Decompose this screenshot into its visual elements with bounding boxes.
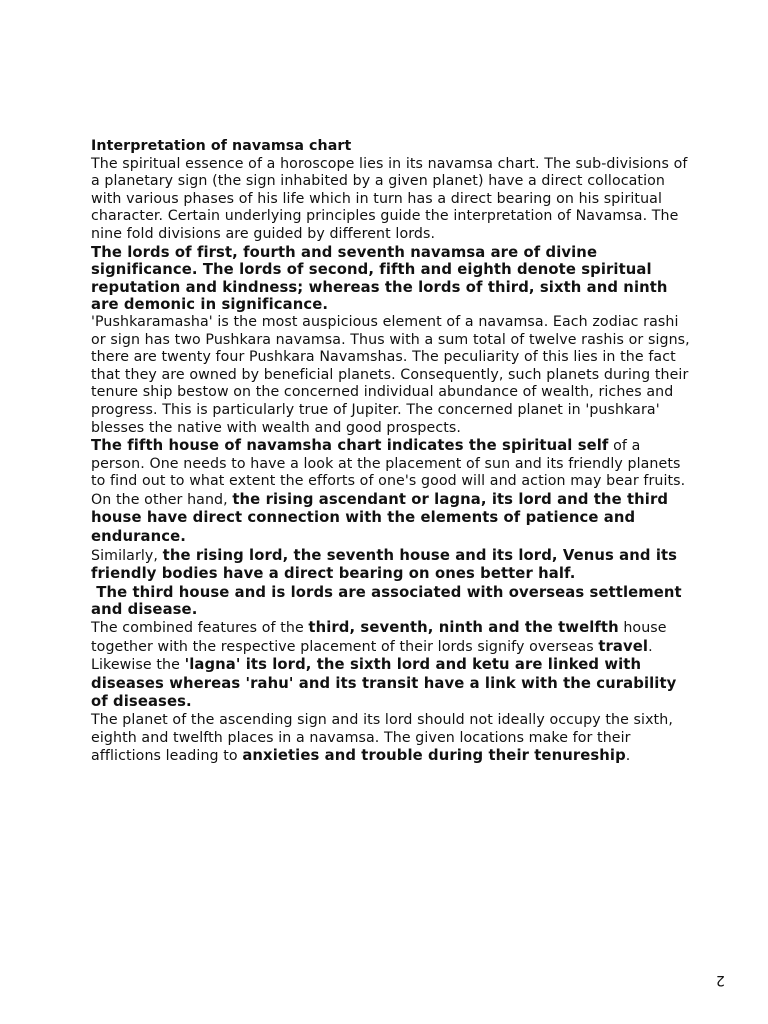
likewise-bold: 'lagna' its lord, the sixth lord and ketu are linked with diseases whereas 'rahu' and its transit have a link with the curability of diseases. [91,656,677,711]
final-bold: anxieties and trouble during their tenureship [242,747,626,765]
final-lead: The planet of the ascending sign and its lord should not ideally occupy the sixth, eighth and twelfth places in a navamsa. The given locations make for their afflictions leading to [91,712,673,765]
intro-paragraph: The spiritual essence of a horoscope lies in its navamsa chart. The sub-divisions of a planetary sign (the sign inhabited by a given planet) have a direct collocation with various phases of his life which in turn has a direct bearing on his spiritual character. Certain underlying principles guide the interpretation of Navamsa. The nine fold divisions are guided by different lords. [91,155,688,242]
similarly-paragraph [91,547,691,584]
rising-paragraph [91,491,691,547]
similarly-bold: the rising lord, the seventh house and its lord, Venus and its friendly bodies have a direct bearing on ones better half. [91,546,678,583]
final-paragraph [91,712,691,766]
combined-lead: The combined features of the [91,620,309,637]
combined-mid: house together with the respective placement of their lords signify overseas [91,620,667,655]
combined-bold: third, seventh, ninth and the twelfth [308,619,619,637]
combined-travel: travel [598,637,649,655]
fifth-house-bold: The fifth house of navamsha chart indicates the spiritual self [91,437,609,455]
page-number: 2 [716,972,725,988]
likewise-lead: Likewise the [91,657,185,674]
likewise-paragraph [91,656,691,712]
similarly-lead: Similarly, [91,547,163,564]
combined-paragraph [91,619,691,656]
document-body [91,138,691,766]
final-end: . [625,748,631,765]
rising-lead: On the other hand, [91,491,233,508]
fifth-house-paragraph [91,437,691,491]
pushkara-paragraph: 'Pushkaramasha' is the most auspicious element of a navamsa. Each zodiac rashi or sign has two Pushkara navamsa. Thus with a sum total of twelve rashis or signs, there are twenty four Pushkara Navamshas. The peculiarity of this lies in the fact that they are owned by beneficial planets. Consequently, such planets during their tenure ship bestow on the concerned individual abundance of wealth, riches and progress. This is particularly true of Jupiter. The concerned planet in 'pushkara' blesses the native with wealth and good prospects. [91,313,690,436]
rising-bold: the rising ascendant or lagna, its lord and the third house have direct connection with the elements of patience and endurance. [91,490,669,546]
third-house-paragraph: The third house and is lords are associated with overseas settlement and disease. [91,583,687,619]
fifth-house-rest: of a person. One needs to have a look at the placement of sun and its friendly planets to find out to what extent the efforts of one's good will and action may bear fruits. [91,438,686,490]
combined-end: . [648,638,653,655]
lords-paragraph: The lords of first, fourth and seventh navamsa are of divine significance. The lords of second, fifth and eighth denote spiritual reputation and kindness; whereas the lords of third, sixth and ninth are demonic in significance. [91,243,668,314]
document-title: Interpretation of navamsa chart [91,138,352,154]
